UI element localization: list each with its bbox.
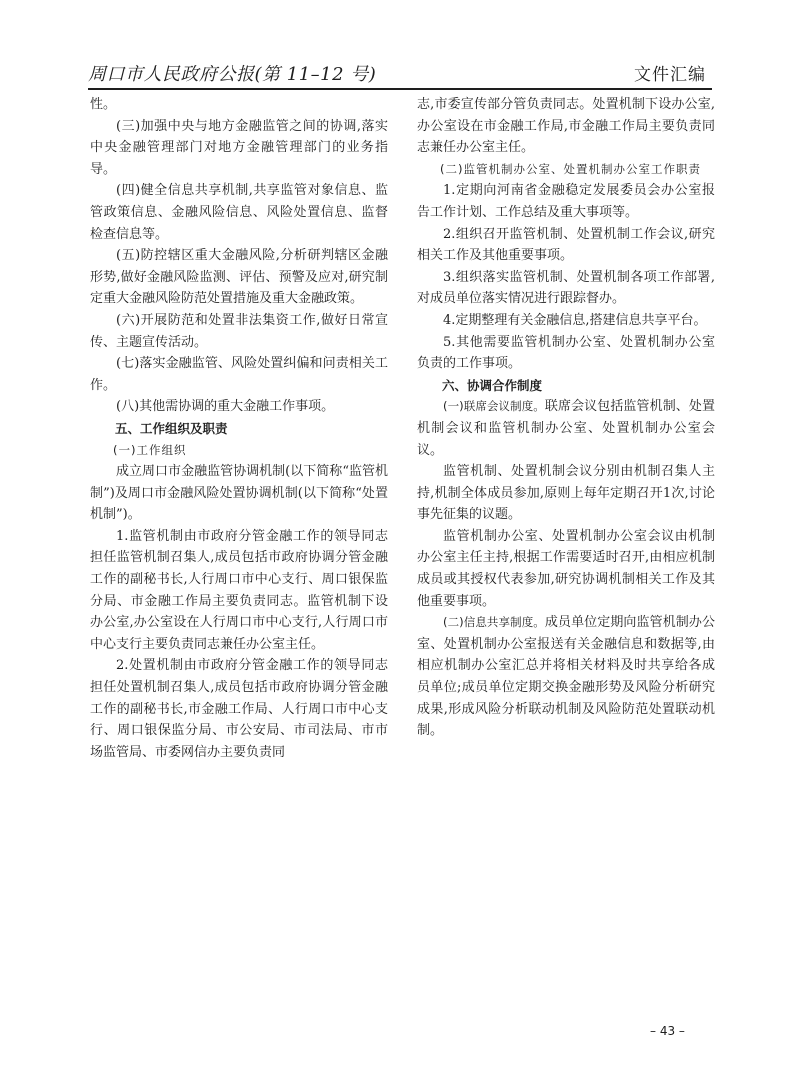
page-number: – 43 – [650,1024,685,1038]
paragraph-continuation: 志,市委宣传部分管负责同志。处置机制下设办公室,办公室设在市金融工作局,市金融工作局主要负责同志兼任办公室主任。 [417,97,715,156]
section-heading: 五、工作组织及职责 [115,420,228,436]
paragraph: 4.定期整理有关金融信息,搭建信息共享平台。 [443,312,707,328]
paragraph: (三)加强中央与地方金融监管之间的协调,落实中央金融管理部门对地方金融管理部门的业务指导。 [90,118,388,177]
paragraph: (七)落实金融监管、风险处置纠偏和问责相关工作。 [90,356,388,393]
paragraph: (六)开展防范和处置非法集资工作,做好日常宣传、主题宣传活动。 [90,312,388,350]
header-rule [88,88,712,90]
paragraph [417,612,715,742]
page-header [88,58,710,86]
paragraph: 成立周口市金融监管协调机制(以下简称“监管机制”)及周口市金融风险处置协调机制(以下简称“处置机制”)。 [90,464,388,523]
paragraph: 监管机制、处置机制会议分别由机制召集人主持,机制全体成员参加,原则上每年定期召开1次,讨论事先征集的议题。 [417,464,715,523]
paragraph: 1.定期向河南省金融稳定发展委员会办公室报告工作计划、工作总结及重大事项等。 [417,183,715,220]
left-column [90,94,388,763]
paragraph: 监管机制办公室、处置机制办公室会议由机制办公室主任主持,根据工作需要适时召开,由相应机制成员或其授权代表参加,研究协调机制相关工作及其他重要事项。 [417,528,715,609]
paragraph-lead: (二)信息共享制度。 [443,615,545,630]
paragraph: (四)健全信息共享机制,共享监管对象信息、监管政策信息、金融风险信息、风险处置信息、监督检查信息等。 [90,183,388,242]
paragraph-continuation: 性。 [90,97,117,112]
paragraph: (五)防控辖区重大金融风险,分析研判辖区金融形势,做好金融风险监测、评估、预警及应对,研究制定重大金融风险防范处置措施及重大金融政策。 [90,248,388,307]
paragraph: (八)其他需协调的重大金融工作事项。 [116,399,335,415]
paragraph-body: 成员单位定期向监管机制办公室、处置机制办公室报送有关金融信息和数据等,由相应机制办公室汇总并将相关材料及时共享给各成员单位;成员单位定期交换金融形势及风险分析研究成果,形成风险分析联动机制及风险防范处置联动机制。 [417,615,715,739]
right-column [417,94,715,742]
section-heading: 六、协调合作制度 [442,377,543,393]
paragraph: 5.其他需要监管机制办公室、处置机制办公室负责的工作事项。 [417,334,715,372]
section-title: 文件汇编 [634,65,706,85]
subsection-heading: (二)监管机制办公室、处置机制办公室工作职责 [440,161,701,176]
paragraph: 2.处置机制由市政府分管金融工作的领导同志担任处置机制召集人,成员包括市政府协调分管金融工作的副秘书长,市金融工作局、人行周口市中心支行、周口银保监分局、市公安局、市司法局、市市场监管局、市委网信办主要负责同 [90,658,388,760]
paragraph-body: 联席会议包括监管机制、处置机制会议和监管机制办公室、处置机制办公室会议。 [417,399,715,458]
paragraph: 3.组织落实监管机制、处置机制各项工作部署,对成员单位落实情况进行跟踪督办。 [417,269,715,307]
publication-title: 周口市人民政府公报(第 11–12 号) [88,64,377,85]
paragraph [417,396,715,461]
paragraph: 1.监管机制由市政府分管金融工作的领导同志担任监管机制召集人,成员包括市政府协调分管金融工作的副秘书长,人行周口市中心支行、周口银保监分局、市金融工作局主要负责同志。监管机制下设办公室,办公室设在人行周口市中心支行,人行周口市中心支行主要负责同志兼任办公室主任。 [90,528,388,652]
paragraph: 2.组织召开监管机制、处置机制工作会议,研究相关工作及其他重要事项。 [417,226,715,264]
subsection-heading: (一)工作组织 [113,442,187,457]
paragraph-lead: (一)联席会议制度。 [443,399,545,414]
